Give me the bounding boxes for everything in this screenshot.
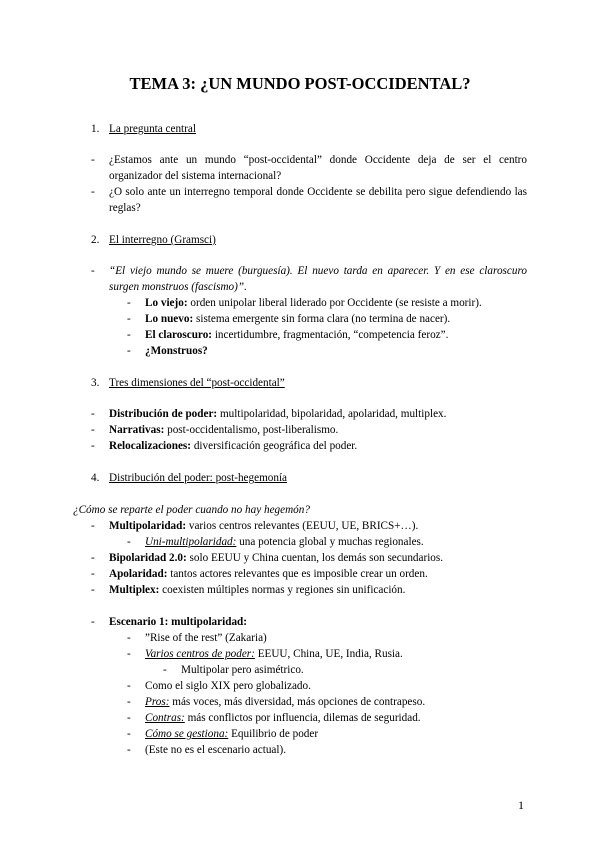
item-text: varios centros relevantes (EEUU, UE, BRICS+…).	[186, 520, 419, 532]
item-relocalizaciones	[109, 439, 357, 455]
dash-bullet: -	[163, 664, 167, 676]
item-text: más conflictos por influencia, dilemas de seguridad.	[184, 712, 421, 724]
section-1-bullet-2: ¿O solo ante un interregno temporal donde Occidente se debilita pero sigue defendiendo las reglas?	[109, 186, 527, 214]
item-label: Lo nuevo:	[145, 313, 194, 325]
section-4-heading: Distribución del poder: post-hegemonía	[109, 472, 288, 484]
item-label: Apolaridad:	[109, 568, 168, 580]
dash-bullet: -	[91, 424, 95, 436]
item-text: incertidumbre, fragmentación, “competencia feroz”.	[212, 329, 449, 341]
section-2-number: 2.	[91, 234, 100, 246]
dash-bullet: -	[127, 712, 131, 724]
dash-bullet: -	[127, 329, 131, 341]
item-label: Contras:	[145, 712, 185, 724]
section-4-number: 4.	[91, 472, 100, 484]
item-text: post-occidentalismo, post-liberalismo.	[164, 424, 339, 436]
dash-bullet: -	[127, 696, 131, 708]
item-label: Multiplex:	[109, 584, 160, 596]
item-rise-of-the-rest: ”Rise of the rest” (Zakaria)	[145, 632, 267, 644]
item-label: Varios centros de poder:	[145, 648, 255, 660]
item-label: Lo viejo:	[145, 297, 188, 309]
item-label: Cómo se gestiona:	[145, 728, 229, 740]
item-lo-viejo	[145, 296, 482, 312]
item-monstruos	[145, 344, 208, 360]
item-label: El claroscuro:	[145, 329, 213, 341]
item-text: coexisten múltiples normas y regiones sin unificación.	[159, 584, 406, 596]
dash-bullet: -	[91, 408, 95, 420]
item-distribucion	[109, 407, 446, 423]
item-multipolaridad	[109, 519, 418, 535]
dash-bullet: -	[127, 744, 131, 756]
item-bipolaridad	[109, 551, 443, 567]
dash-bullet: -	[91, 520, 95, 532]
section-2-heading: El interregno (Gramsci)	[109, 234, 216, 246]
item-label: Multipolaridad:	[109, 520, 187, 532]
dash-bullet: -	[91, 265, 95, 277]
item-text: más voces, más diversidad, más opciones de contrapeso.	[169, 696, 426, 708]
section-1-number: 1.	[91, 123, 100, 135]
item-label: Bipolaridad 2.0:	[109, 552, 187, 564]
item-uni-multipolaridad	[145, 535, 424, 551]
dash-bullet: -	[127, 680, 131, 692]
dash-bullet: -	[127, 313, 131, 325]
dash-bullet: -	[127, 297, 131, 309]
dash-bullet: -	[91, 440, 95, 452]
item-text: diversificación geográfica del poder.	[191, 440, 358, 452]
item-como-se-gestiona	[145, 727, 318, 743]
item-label: Narrativas:	[109, 424, 165, 436]
item-text: tantos actores relevantes que es imposible crear un orden.	[167, 568, 428, 580]
item-text: Equilibrio de poder	[228, 728, 319, 740]
item-claroscuro	[145, 328, 448, 344]
dash-bullet: -	[91, 584, 95, 596]
dash-bullet: -	[91, 552, 95, 564]
escenario-1-label: Escenario 1: multipolaridad:	[109, 616, 247, 628]
item-centros-de-poder	[145, 647, 403, 663]
item-contras	[145, 711, 421, 727]
dash-bullet: -	[91, 568, 95, 580]
section-4-question: ¿Cómo se reparte el poder cuando no hay hegemón?	[73, 504, 310, 516]
page-number: 1	[518, 798, 524, 812]
item-text: solo EEUU y China cuentan, los demás son secundarios.	[186, 552, 444, 564]
item-text: sistema emergente sin forma clara (no termina de nacer).	[193, 313, 451, 325]
item-text: orden unipolar liberal liderado por Occidente (se resiste a morir).	[187, 297, 482, 309]
item-escenario-actual: (Este no es el escenario actual).	[145, 744, 287, 756]
page-title: TEMA 3: ¿UN MUNDO POST-OCCIDENTAL?	[129, 74, 471, 93]
dash-bullet: -	[91, 616, 95, 628]
dash-bullet: -	[91, 186, 95, 198]
item-multiplex	[109, 583, 405, 599]
item-text: una potencia global y muchas regionales.	[236, 536, 424, 548]
item-label: Distribución de poder:	[109, 408, 218, 420]
section-1-heading: La pregunta central	[109, 123, 196, 135]
dash-bullet: -	[127, 345, 131, 357]
item-pros	[145, 695, 425, 711]
dash-bullet: -	[127, 536, 131, 548]
item-apolaridad	[109, 567, 428, 583]
section-1-bullet-1: ¿Estamos ante un mundo “post-occidental” donde Occidente deja de ser el centro organizador del sistema internacional?	[109, 154, 527, 182]
gramsci-quote: “El viejo mundo se muere (burguesía). El nuevo tarda en aparecer. Y en ese claroscuro surgen monstruos (fascismo)”.	[109, 265, 527, 293]
item-lo-nuevo	[145, 312, 450, 328]
section-3-number: 3.	[91, 377, 100, 389]
item-label: ¿Monstruos?	[145, 345, 208, 357]
item-narrativas	[109, 423, 338, 439]
item-label: Uni-multipolaridad:	[145, 536, 237, 548]
item-text: multipolaridad, bipolaridad, apolaridad, multiplex.	[217, 408, 447, 420]
item-label: Relocalizaciones:	[109, 440, 192, 452]
section-3-heading: Tres dimensiones del “post-occidental”	[109, 377, 285, 389]
item-asimetrico: Multipolar pero asimétrico.	[181, 664, 304, 676]
item-text: EEUU, China, UE, India, Rusia.	[254, 648, 403, 660]
item-siglo-xix: Como el siglo XIX pero globalizado.	[145, 680, 311, 692]
dash-bullet: -	[127, 632, 131, 644]
item-label: Pros:	[145, 696, 170, 708]
dash-bullet: -	[127, 648, 131, 660]
dash-bullet: -	[91, 154, 95, 166]
dash-bullet: -	[127, 728, 131, 740]
